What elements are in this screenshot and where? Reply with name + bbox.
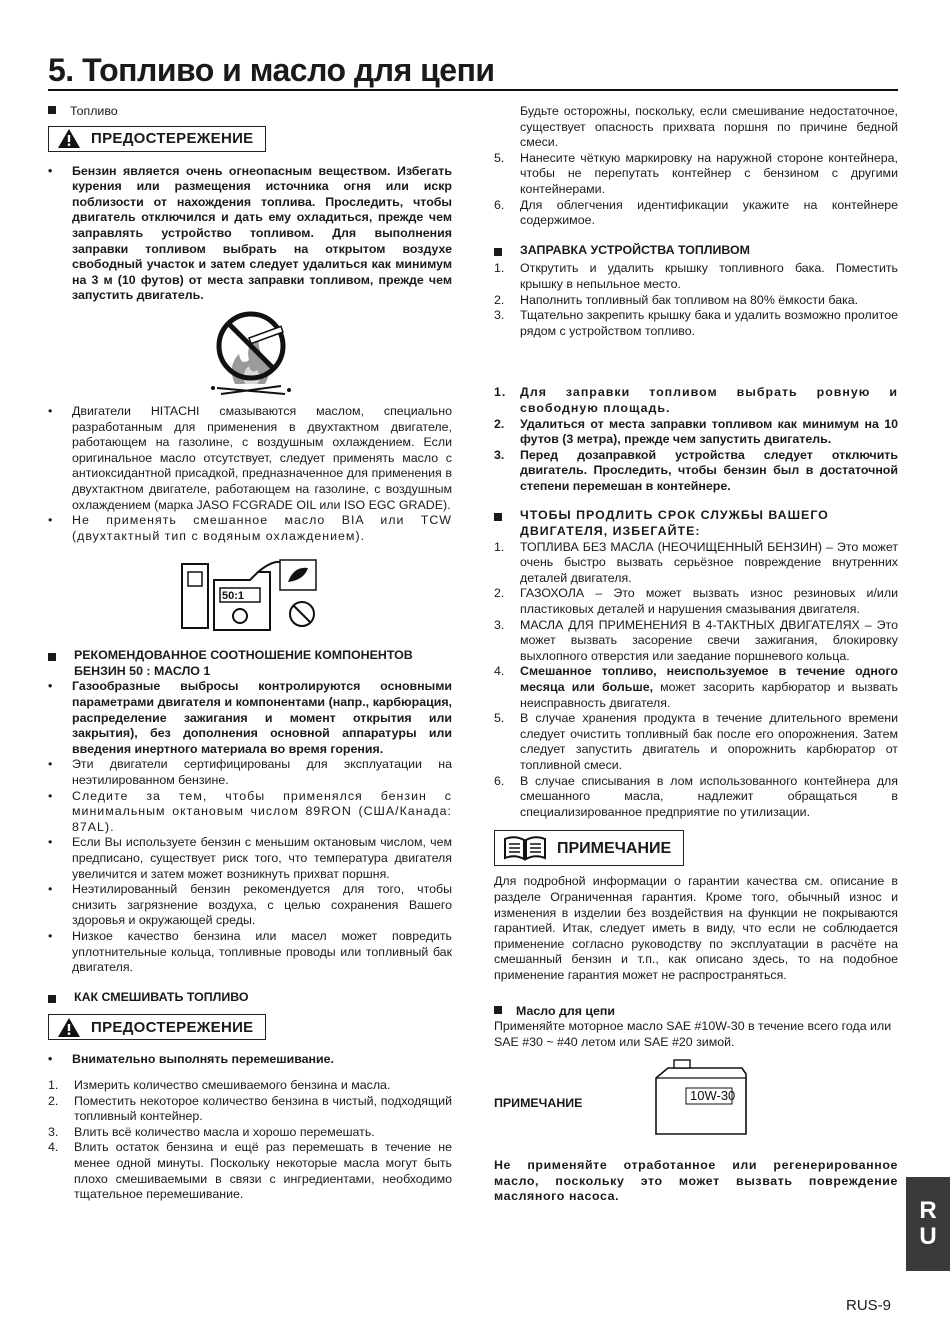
note-box	[494, 830, 684, 866]
warning-label: ПРЕДОСТЕРЕЖЕНИЕ	[91, 129, 254, 147]
warning-triangle-icon	[57, 1017, 81, 1038]
mix-step: 1. Измерить количество смешиваемого бензина и масла.	[48, 1077, 391, 1092]
mix-heading: КАК СМЕШИВАТЬ ТОПЛИВО	[48, 990, 452, 1009]
can-ratio-label: 50:1	[222, 590, 245, 603]
safety-step: 2. Удалиться от места заправки топливом как минимум на 10 футов (3 метра), прежде чем запустить двигатель.	[494, 416, 898, 447]
list-item: • Газообразные выбросы контролируются основными параметрами двигателя и компонентами (напр., карбюрация, распределение зажигания и момент открытия или закрытия), без дополнения основной аппаратуры или введения инертного материала во время горения.	[48, 679, 452, 756]
avoid-item: 5. В случае хранения продукта в течение длительного времени следует очистить топливный бак после его опорожнения. Затем следует запустить двигатель и опорожнить карбюратор от топливной смеси.	[494, 711, 898, 772]
safety-step: 3. Перед дозаправкой устройства следует отключить двигатель. Проследить, чтобы бензин был в достаточной степени перемешан в контейнере.	[494, 447, 898, 493]
list-item: • Если Вы используете бензин с меньшим октановым числом, чем предписано, существует риск того, что температура двигателя увеличится и затем может возникнуть прихват поршня.	[48, 835, 452, 881]
no-smoking-fire-illustration	[48, 304, 452, 404]
list-item: • Следите за тем, чтобы применялся бензин с минимальным октановым числом 89RON (США/Канада: 87AL).	[48, 788, 452, 834]
warning-box	[48, 126, 266, 152]
oil-can-label: 10W-30	[690, 1088, 736, 1104]
safety-step: 1. Для заправки топливом выбрать ровную и свободную площадь.	[494, 385, 898, 415]
title-rule	[48, 89, 898, 91]
warning-triangle-icon	[57, 128, 81, 149]
page-title: 5. Топливо и масло для цепи	[48, 52, 495, 88]
warning-text: • Бензин является очень огнеопасным веществом. Избегать курения или размещения источника огня или искр поблизости от нахождения топлива. Проследить, чтобы двигатель отключился и дать ему охладиться, прежде чем заправлять устройство топливом. Для выполнения заправки топливом выбрать на открытом воздухе свободный участок и затем следует удалиться как минимум на 3 м (10 футов) от места заправки топливом, прежде чем запустить двигатель.	[48, 163, 452, 303]
avoid-item: 3. МАСЛА ДЛЯ ПРИМЕНЕНИЯ В 4-ТАКТНЫХ ДВИГАТЕЛЯХ – Это может вызвать засорение свечи зажигания, блокировку выхлопного отверстия или заедание поршневого кольца.	[494, 617, 898, 663]
tab-letter: U	[919, 1223, 937, 1250]
list-item: • Эти двигатели сертифицированы для эксплуатации на неэтилированном бензине.	[48, 757, 452, 788]
open-book-icon	[503, 835, 547, 861]
avoid-item: 4. Смешанное топливо, неиспользуемое в течение одного месяца или больше, может засорить карбюратор и вызвать неисправность двигателя.	[494, 664, 898, 710]
list-item: • Не применять смешанное масло BIA или TCW (двухтактный тип с водяным охлаждением).	[48, 513, 452, 543]
right-column	[494, 104, 898, 1205]
list-item: • Низкое качество бензина или масел может повредить уплотнительные кольца, топливные проводы или топливный бак двигателя.	[48, 928, 452, 975]
avoid-item: 2. ГАЗОХОЛА – Это может вызвать износ резиновых и/или пластиковых деталей и нарушения смазывания двигателя.	[494, 586, 898, 617]
note-text: Для подробной информации о гарантии качества см. описание в разделе Ограниченная гарантия. Кроме того, обычный износ и изменения в изделии без воздействия на функции не покрываются гарантией. Итак, следует иметь в виду, что если не соблюдается применение согласно руководству по эксплуатации в расчёте на смешанный бензин и т.п., как описано здесь, то на подобное применение гарантия может не распространяться.	[494, 874, 898, 982]
avoid-item: 1. ТОПЛИВА БЕЗ МАСЛА (НЕОЧИЩЕННЫЙ БЕНЗИН) – Это может очень быстро вызвать серьёзное повреждение внутренних деталей двигателя.	[494, 539, 898, 585]
warning-label-2: ПРЕДОСТЕРЕЖЕНИЕ	[91, 1018, 254, 1036]
square-bullet-icon	[494, 513, 502, 521]
mix-bullet: • Внимательно выполнять перемешивание.	[48, 1052, 334, 1067]
tab-letter: R	[919, 1197, 937, 1224]
mix-step: 6. Для облегчения идентификации укажите на контейнере содержимое.	[494, 197, 898, 228]
ratio-heading: РЕКОМЕНДОВАННОЕ СООТНОШЕНИЕ КОМПОНЕНТОВ БЕНЗИН 50 : МАСЛО 1	[48, 648, 452, 679]
language-tab	[906, 1177, 950, 1271]
list-item: • Неэтилированный бензин рекомендуется для того, чтобы снизить загрязнение воздуха, с целью сохранения Вашего здоровья и окружающей среды.	[48, 882, 452, 928]
mix-step: 2. Поместить некоторое количество бензина в чистый, подходящий топливный контейнер.	[48, 1093, 452, 1124]
list-item: • Двигатели HITACHI смазываются маслом, специально разработанным для применения в двухтактном двигателе, работающем на газолине, с воздушным охлаждением. Если оригинальное масло отсутствует, следует применять масло с антиоксидантной присадкой, предназначенное для применения в двухтактном двигателе, работающем на газолине, с воздушным охлаждением (марка JASO FCGRADE OIL или ISO EGC GRADE).	[48, 403, 452, 512]
chain-oil-text: Применяйте моторное масло SAE #10W-30 в течение всего года или SAE #30 ~ #40 летом или SAE #20 зимой.	[494, 1019, 892, 1049]
square-bullet-icon	[48, 995, 56, 1003]
page-number: RUS-9	[846, 1297, 892, 1314]
note2-label: ПРИМЕЧАНИЕ	[494, 1096, 583, 1111]
mix-step: 4. Влить остаток бензина и ещё раз перемешать в течение не менее одной минуты. Поскольку некоторые масла могут быть плохо смешиваемыми в связи с ингредиентами, необходимо тщательное перемешивание.	[48, 1140, 452, 1202]
chain-oil-heading: Масло для цепи	[494, 1004, 898, 1020]
avoid-item: 6. В случае списывания в лом использованного контейнера для смешанного масла, надлежит обращаться в специализированное предприятие по утилизации.	[494, 773, 898, 819]
square-bullet-icon	[48, 106, 56, 114]
square-bullet-icon	[48, 653, 56, 661]
mix-step-continued: Будьте осторожны, поскольку, если смешивание недостаточное, существует опасность прихвата поршня по причине бедной смеси.	[520, 104, 898, 150]
note-label: ПРИМЕЧАНИЕ	[557, 839, 672, 857]
note2-text: Не применяйте отработанное или регенерированное масло, поскольку это может вызвать повреждение масляного насоса.	[494, 1158, 898, 1204]
avoid-heading: ЧТОБЫ ПРОДЛИТЬ СРОК СЛУЖБЫ ВАШЕГО ДВИГАТЕЛЯ, ИЗБЕГАЙТЕ:	[494, 508, 898, 539]
refuel-step: 3. Тщательно закрепить крышку бака и удалить возможно пролитое рядом с устройством топливо.	[494, 308, 898, 338]
square-bullet-icon	[494, 1006, 502, 1014]
oil-can-illustration	[650, 1058, 750, 1138]
refuel-step: 2. Наполнить топливный бак топливом на 80% ёмкости бака.	[494, 292, 859, 307]
refuel-heading: ЗАПРАВКА УСТРОЙСТВА ТОПЛИВОМ	[494, 243, 898, 262]
fuel-can-illustration	[48, 550, 452, 648]
mix-step: 5. Нанесите чёткую маркировку на наружной стороне контейнера, чтобы не перепутать контейнер с бензином с другими контейнерами.	[494, 150, 898, 196]
fuel-heading: Топливо	[48, 104, 452, 120]
left-column	[48, 104, 452, 1203]
warning-box-2	[48, 1014, 266, 1040]
square-bullet-icon	[494, 248, 502, 256]
refuel-step: 1. Открутить и удалить крышку топливного бака. Поместить крышку в непыльное место.	[494, 261, 898, 291]
mix-step: 3. Влить всё количество масла и хорошо перемешать.	[48, 1124, 375, 1139]
